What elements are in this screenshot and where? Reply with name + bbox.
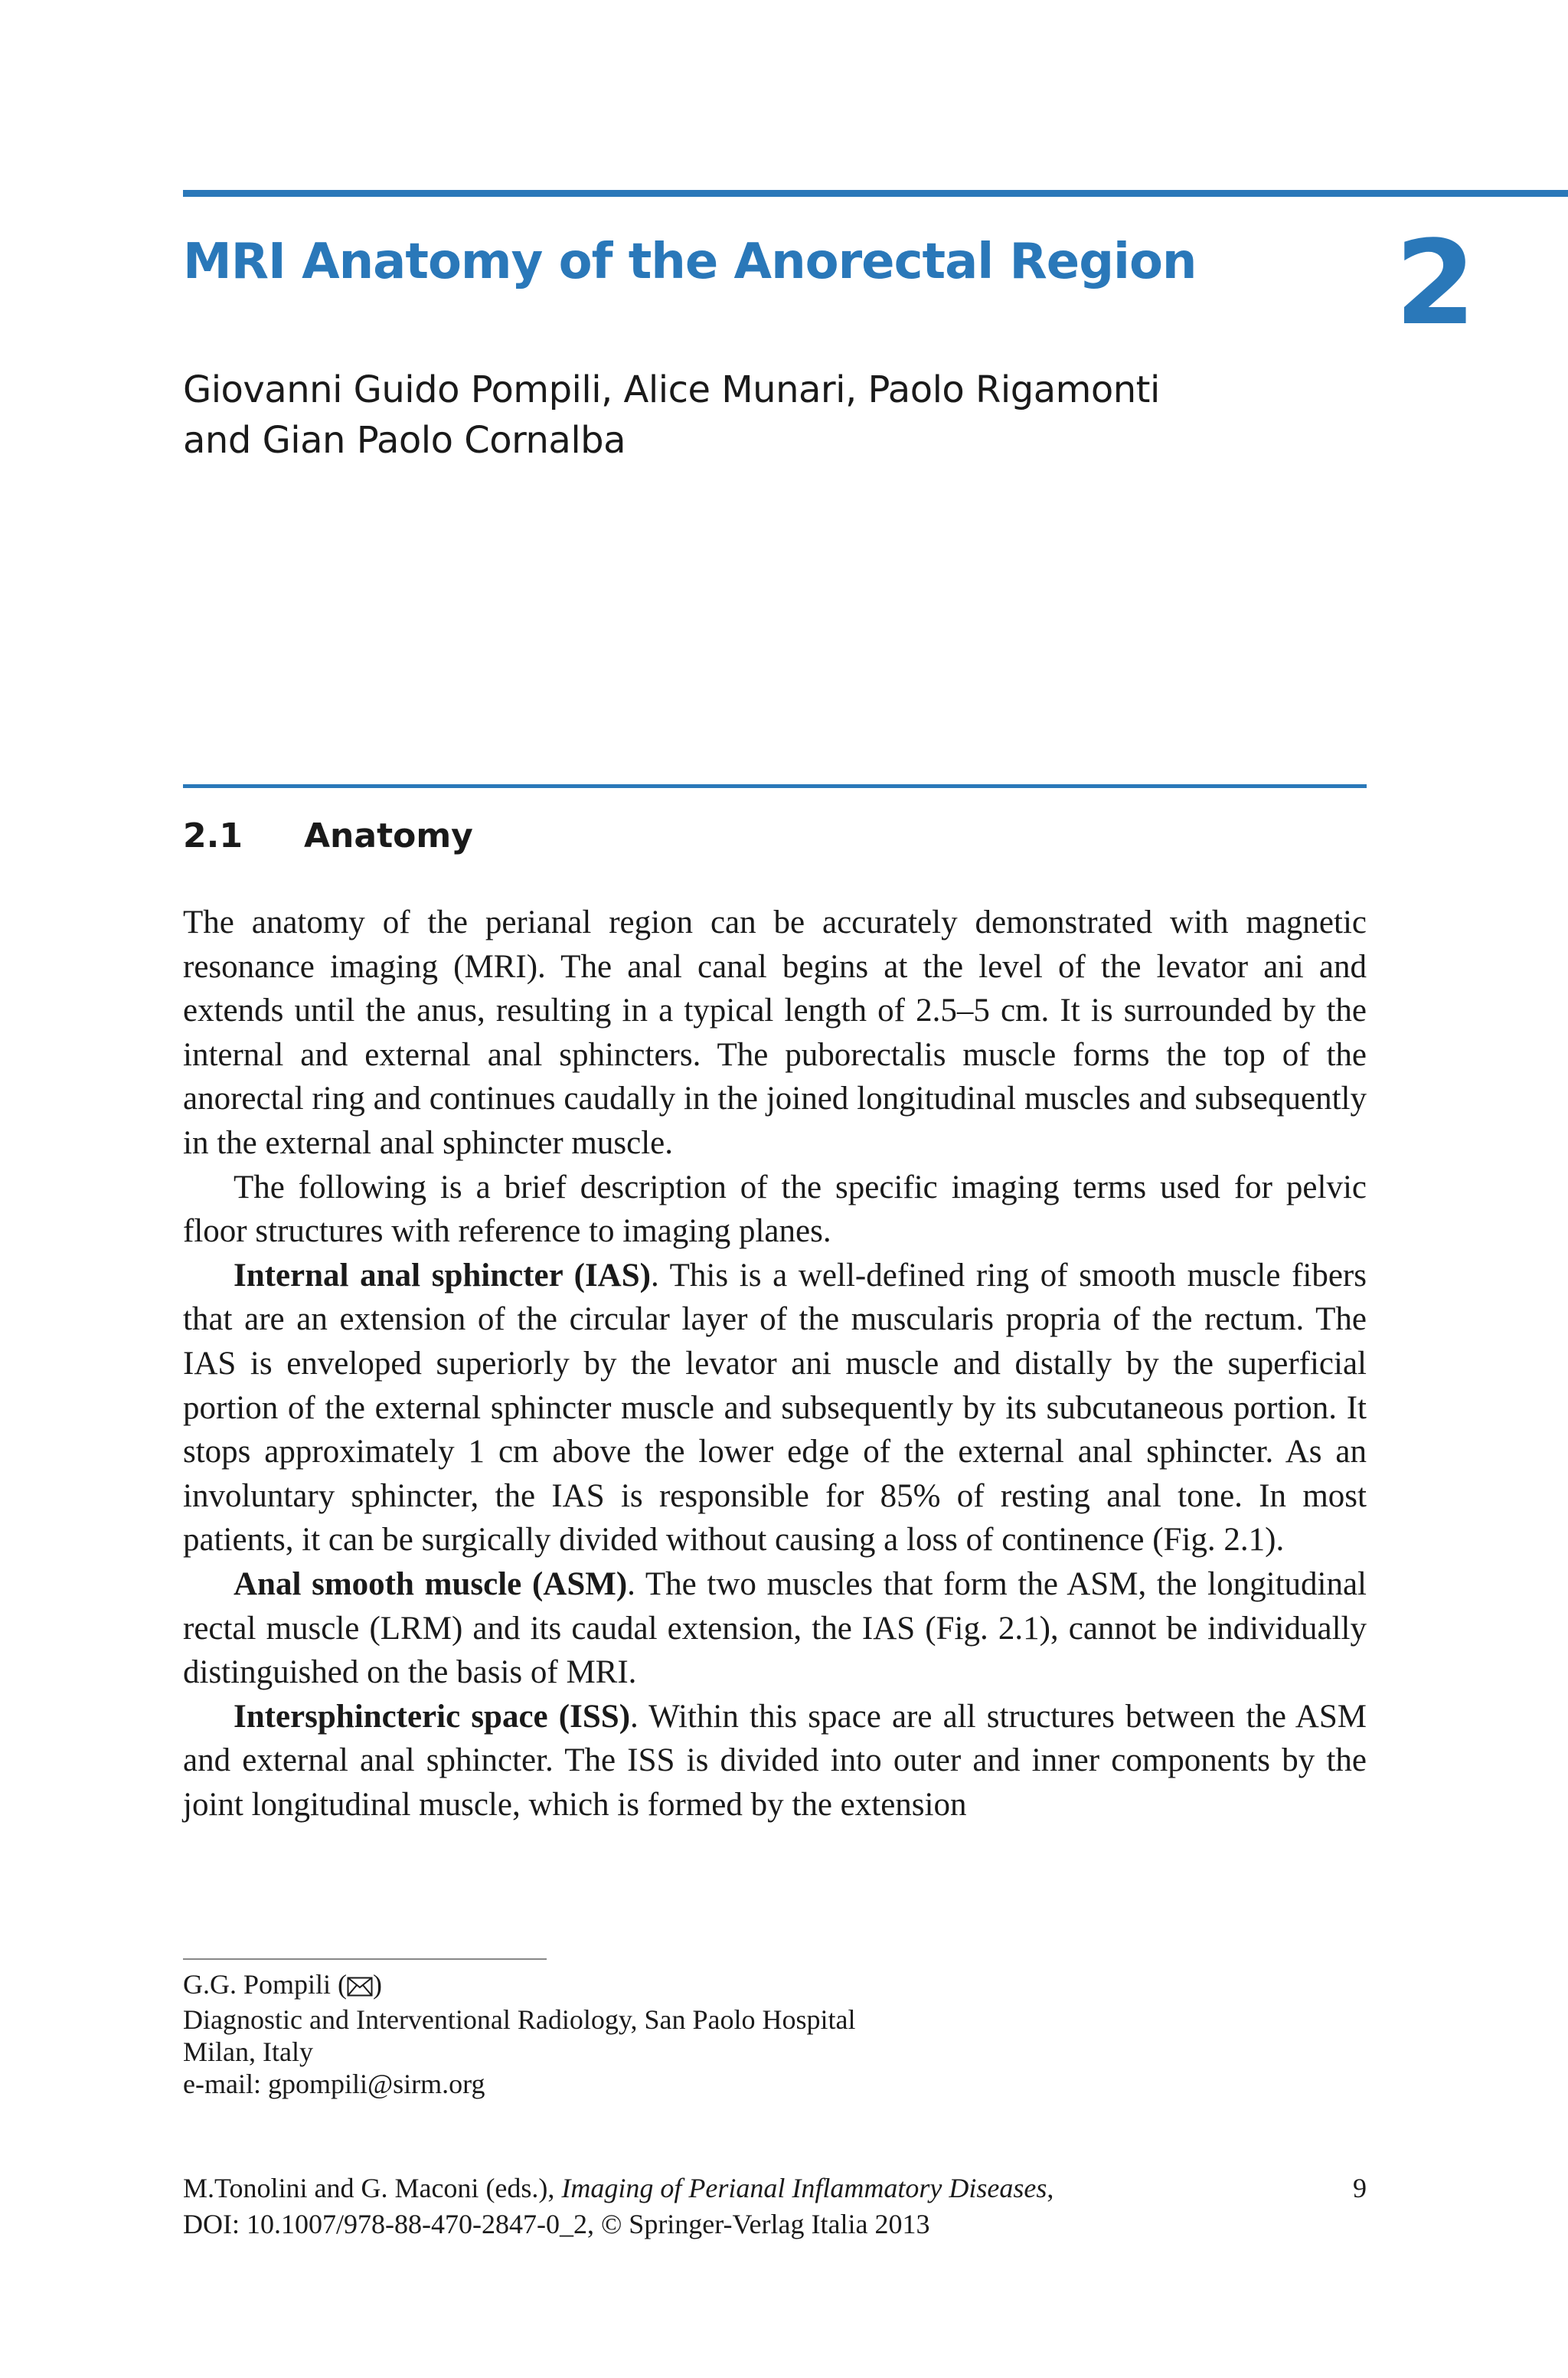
footnote-rule — [183, 1958, 547, 1960]
paragraph-3-text: . This is a well-defined ring of smooth muscle fibers that are an extension of the circular layer of the muscularis propria of the rectum. The IAS is enveloped superiorly by the levator ani muscle and distally by the superficial portion of the external sphincter muscle and subsequently by its subcutaneous portion. It stops approximately 1 cm above the lower edge of the external anal sphincter. As an involuntary sphincter, the IAS is responsible for 85% of resting anal tone. In most patients, it can be surgically divided without causing a loss of continence (Fig. 2.1). — [183, 1257, 1367, 1559]
section-heading — [183, 813, 473, 859]
term-iss: Intersphincteric space (ISS) — [234, 1698, 631, 1735]
paragraph-2: The following is a brief description of the specific imaging terms used for pelvic floor structures with reference to imaging planes. — [183, 1169, 1367, 1250]
term-asm: Anal smooth muscle (ASM) — [234, 1565, 628, 1602]
page-number: 9 — [1353, 2173, 1367, 2203]
citation-comma: , — [1047, 2173, 1054, 2203]
authors-line-1: Giovanni Guido Pompili, Alice Munari, Paolo Rigamonti — [183, 368, 1160, 411]
chapter-number: 2 — [1395, 215, 1476, 351]
authors-line-2: and Gian Paolo Cornalba — [183, 419, 626, 462]
chapter-top-rule — [183, 190, 1568, 197]
citation-editors: M.Tonolini and G. Maconi (eds.), — [183, 2173, 562, 2203]
citation-book-title: Imaging of Perianal Inflammatory Diseases — [561, 2173, 1047, 2203]
book-citation — [183, 2170, 1367, 2242]
footnote-author — [183, 1968, 1367, 2003]
citation-doi: DOI: 10.1007/978-88-470-2847-0_2, © Springer-Verlag Italia 2013 — [183, 2209, 930, 2239]
chapter-authors — [183, 365, 1255, 466]
section-rule — [183, 784, 1367, 788]
footnote-affiliation: Diagnostic and Interventional Radiology, San Paolo Hospital — [183, 2004, 856, 2035]
paragraph-4 — [183, 1562, 1367, 1695]
citation-line-1 — [183, 2170, 1367, 2206]
body-text — [183, 901, 1367, 1827]
section-title: Anatomy — [304, 816, 473, 855]
paragraph-4-text: . The two muscles that form the ASM, the longitudinal rectal muscle (LRM) and its caudal extension, the IAS (Fig. 2.1), cannot be individually distinguished on the basis of MRI. — [183, 1565, 1367, 1691]
author-footnote — [183, 1968, 1367, 2100]
footnote-email[interactable]: e-mail: gpompili@sirm.org — [183, 2069, 485, 2099]
paragraph-1: The anatomy of the perianal region can be accurately demonstrated with magnetic resonance imaging (MRI). The anal canal begins at the level of the levator ani and extends until the anus, resulting in a typical length of 2.5–5 cm. It is surrounded by the internal and external anal sphincters. The puborectalis muscle forms the top of the anorectal ring and continues caudally in the joined longitudinal muscles and subsequently in the external anal sphincter muscle. — [183, 904, 1367, 1161]
footnote-author-close: ) — [373, 1969, 383, 2000]
paragraph-3 — [183, 1254, 1367, 1562]
term-ias: Internal anal sphincter (IAS) — [234, 1257, 651, 1294]
footnote-author-name: G.G. Pompili ( — [183, 1969, 348, 2000]
paragraph-5-text: . Within this space are all structures between the ASM and external anal sphincter. The ISS is divided into outer and inner components by the joint longitudinal muscle, which is formed by the extension — [183, 1698, 1367, 1823]
section-number: 2.1 — [183, 816, 243, 855]
footnote-location: Milan, Italy — [183, 2036, 313, 2067]
chapter-title: MRI Anatomy of the Anorectal Region — [183, 234, 1197, 290]
paragraph-5 — [183, 1695, 1367, 1827]
envelope-icon — [347, 1971, 373, 2003]
